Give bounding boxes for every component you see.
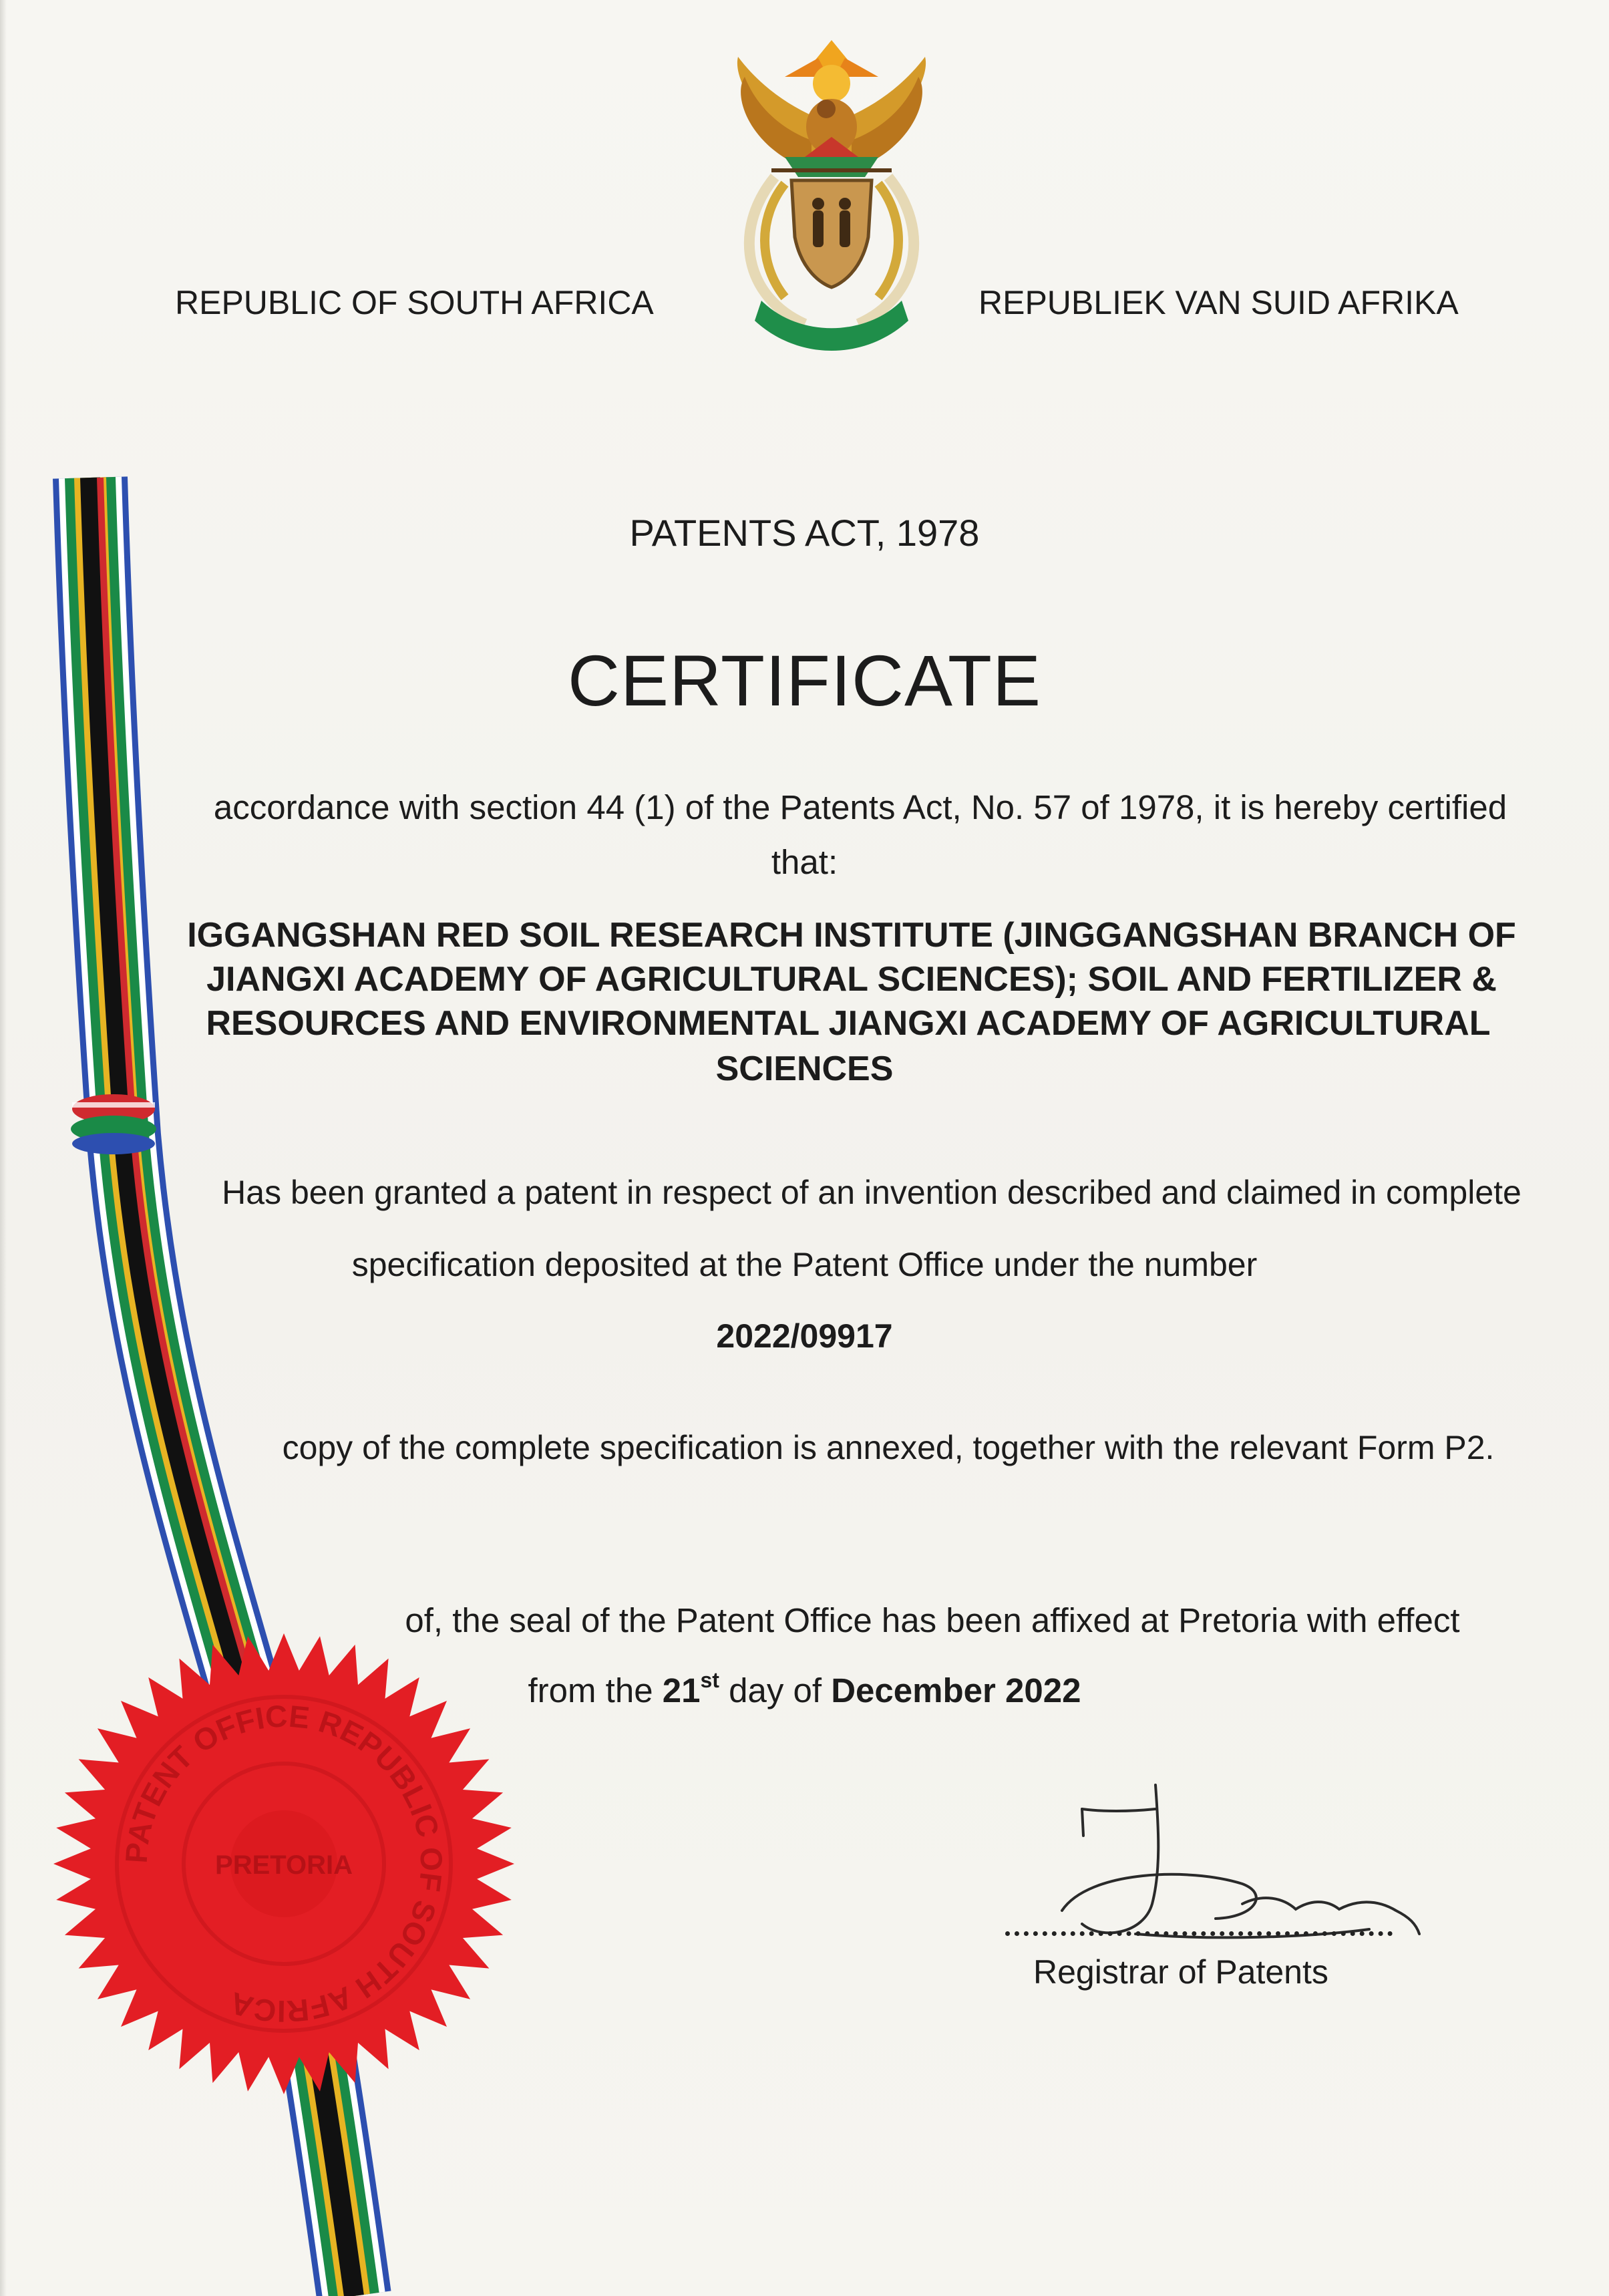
header-republic-af: REPUBLIEK VAN SUID AFRIKA	[978, 284, 1459, 321]
grant-line: Has been granted a patent in respect of an invention described and claimed in complete	[222, 1174, 1522, 1211]
patentee-line: RESOURCES AND ENVIRONMENTAL JIANGXI ACADEMY OF AGRICULTURAL	[206, 1004, 1491, 1043]
patentee-line: JIANGXI ACADEMY OF AGRICULTURAL SCIENCES); SOIL AND FERTILIZER &	[206, 960, 1497, 999]
certification-line: that:	[771, 843, 838, 881]
witness-line-start: In t	[187, 1601, 235, 1639]
day-suffix: st	[700, 1668, 719, 1692]
grant-line: specification deposited at the Patent Office under the number	[351, 1246, 1258, 1283]
patent-number: 2022/09917	[716, 1317, 893, 1355]
effective-month-year: December 2022	[831, 1671, 1081, 1709]
certificate-title: CERTIFICATE	[567, 640, 1042, 721]
day-of-text: day of	[729, 1671, 822, 1709]
header-republic-en: REPUBLIC OF SOUTH AFRICA	[175, 284, 654, 321]
act-title: PATENTS ACT, 1978	[629, 512, 980, 554]
effective-day: 21	[662, 1671, 701, 1709]
witness-line-end: of, the seal of the Patent Office has been affixed at Pretoria with effect	[405, 1601, 1460, 1639]
patentee-line: SCIENCES	[715, 1049, 894, 1088]
registrar-label: Registrar of Patents	[1033, 1953, 1328, 1991]
seal-ring-text: PATENT OFFICE REPUBLIC OF SOUTH AFRICA	[118, 1698, 450, 2029]
patentee-line: IGGANGSHAN RED SOIL RESEARCH INSTITUTE (JINGGANGSHAN BRANCH OF	[187, 916, 1516, 955]
from-the-text: from the	[528, 1671, 653, 1709]
seal-inner-text: PRETORIA	[215, 1850, 353, 1880]
certification-line: accordance with section 44 (1) of the Patents Act, No. 57 of 1978, it is hereby certified	[213, 788, 1507, 826]
annex-statement: copy of the complete specification is annexed, together with the relevant Form P2.	[282, 1429, 1495, 1466]
